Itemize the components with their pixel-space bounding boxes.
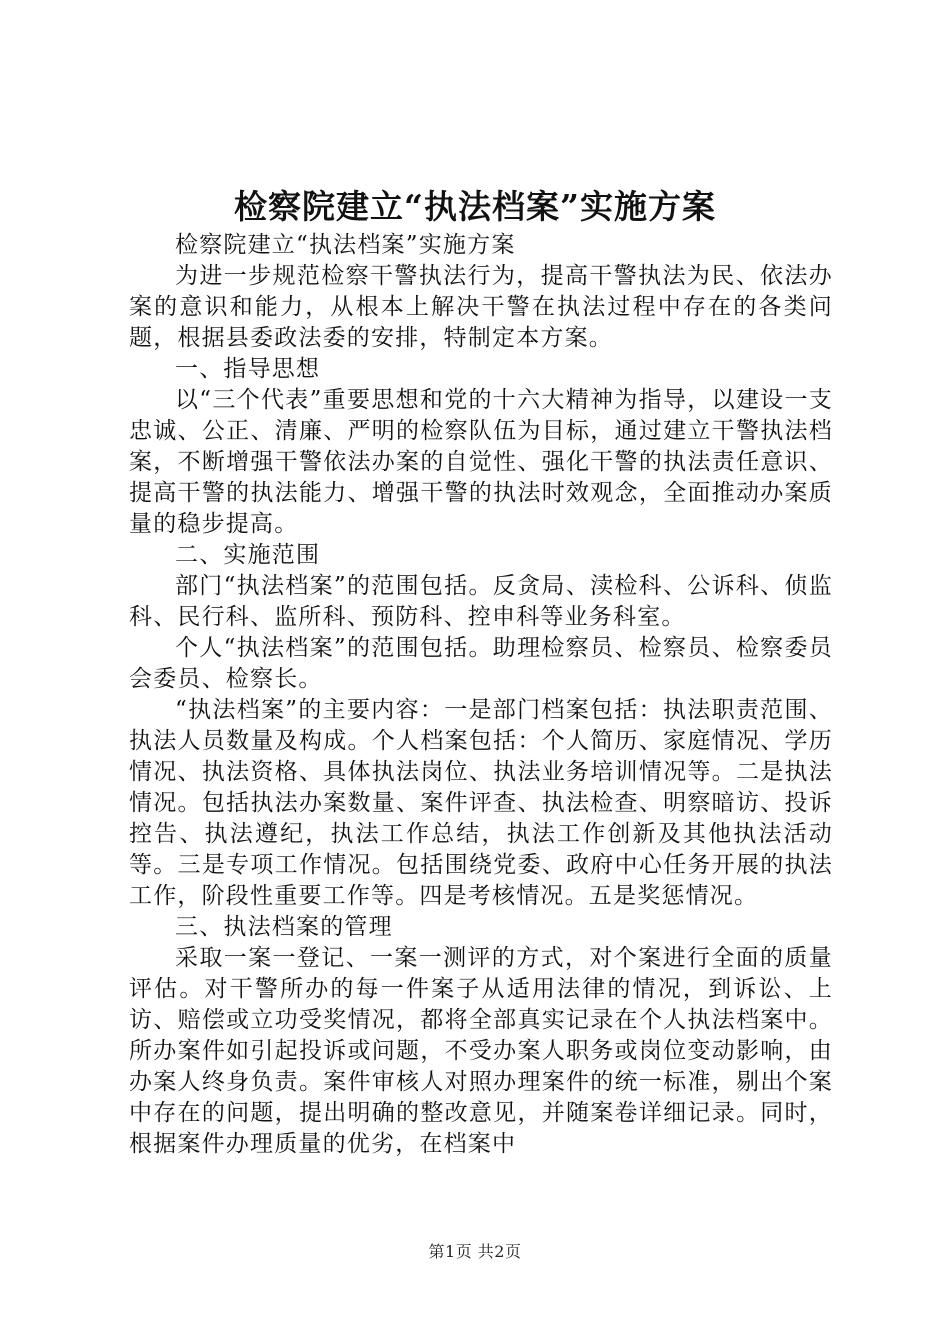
- page-number-footer: 第1页 共2页: [428, 1242, 522, 1261]
- paragraph-guiding-thought: 以“三个代表”重要思想和党的十六大精神为指导，以建设一支忠诚、公正、清廉、严明的检察队伍为目标，通过建立干警执法档案，不断增强干警依法办案的自觉性、强化干警的执法责任意识、提高干警的执法能力、增强干警的执法时效观念，全面推动办案质量的稳步提高。: [129, 387, 833, 537]
- paragraph-department-scope: 部门“执法档案”的范围包括。反贪局、渎检科、公诉科、侦监科、民行科、监所科、预防科、控申科等业务科室。: [129, 573, 833, 630]
- document-body: [129, 230, 833, 1160]
- paragraph-intro: 为进一步规范检察干警执法行为，提高干警执法为民、依法办案的意识和能力，从根本上解决干警在执法过程中存在的各类问题，根据县委政法委的安排，特制定本方案。: [129, 263, 833, 351]
- section-heading-management: 三、执法档案的管理: [175, 914, 393, 940]
- document-title: 检察院建立“执法档案”实施方案: [234, 187, 716, 226]
- paragraph-personal-scope: 个人“执法档案”的范围包括。助理检察员、检察员、检察委员会委员、检察长。: [129, 635, 833, 692]
- section-heading-scope: 二、实施范围: [175, 542, 321, 568]
- paragraph-main-content: “执法档案”的主要内容：一是部门档案包括：执法职责范围、执法人员数量及构成。个人档案包括：个人简历、家庭情况、学历情况、执法资格、具体执法岗位、执法业务培训情况等。二是执法情况。包括执法办案数量、案件评查、执法检查、明察暗访、投诉控告、执法遵纪，执法工作总结，执法工作创新及其他执法活动等。三是专项工作情况。包括围绕党委、政府中心任务开展的执法工作，阶段性重要工作等。四是考核情况。五是奖惩情况。: [129, 697, 833, 909]
- section-heading-guiding-thought: 一、指导思想: [175, 356, 321, 382]
- paragraph-subtitle: 检察院建立“执法档案”实施方案: [175, 232, 516, 258]
- paragraph-management: 采取一案一登记、一案一测评的方式，对个案进行全面的质量评估。对干警所办的每一件案子从适用法律的情况，到诉讼、上访、赔偿或立功受奖情况，都将全部真实记录在个人执法档案中。所办案件如引起投诉或问题，不受办案人职务或岗位变动影响，由办案人终身负责。案件审核人对照办理案件的统一标准，剔出个案中存在的问题，提出明确的整改意见，并随案卷详细记录。同时，根据案件办理质量的优劣，在档案中: [129, 945, 833, 1157]
